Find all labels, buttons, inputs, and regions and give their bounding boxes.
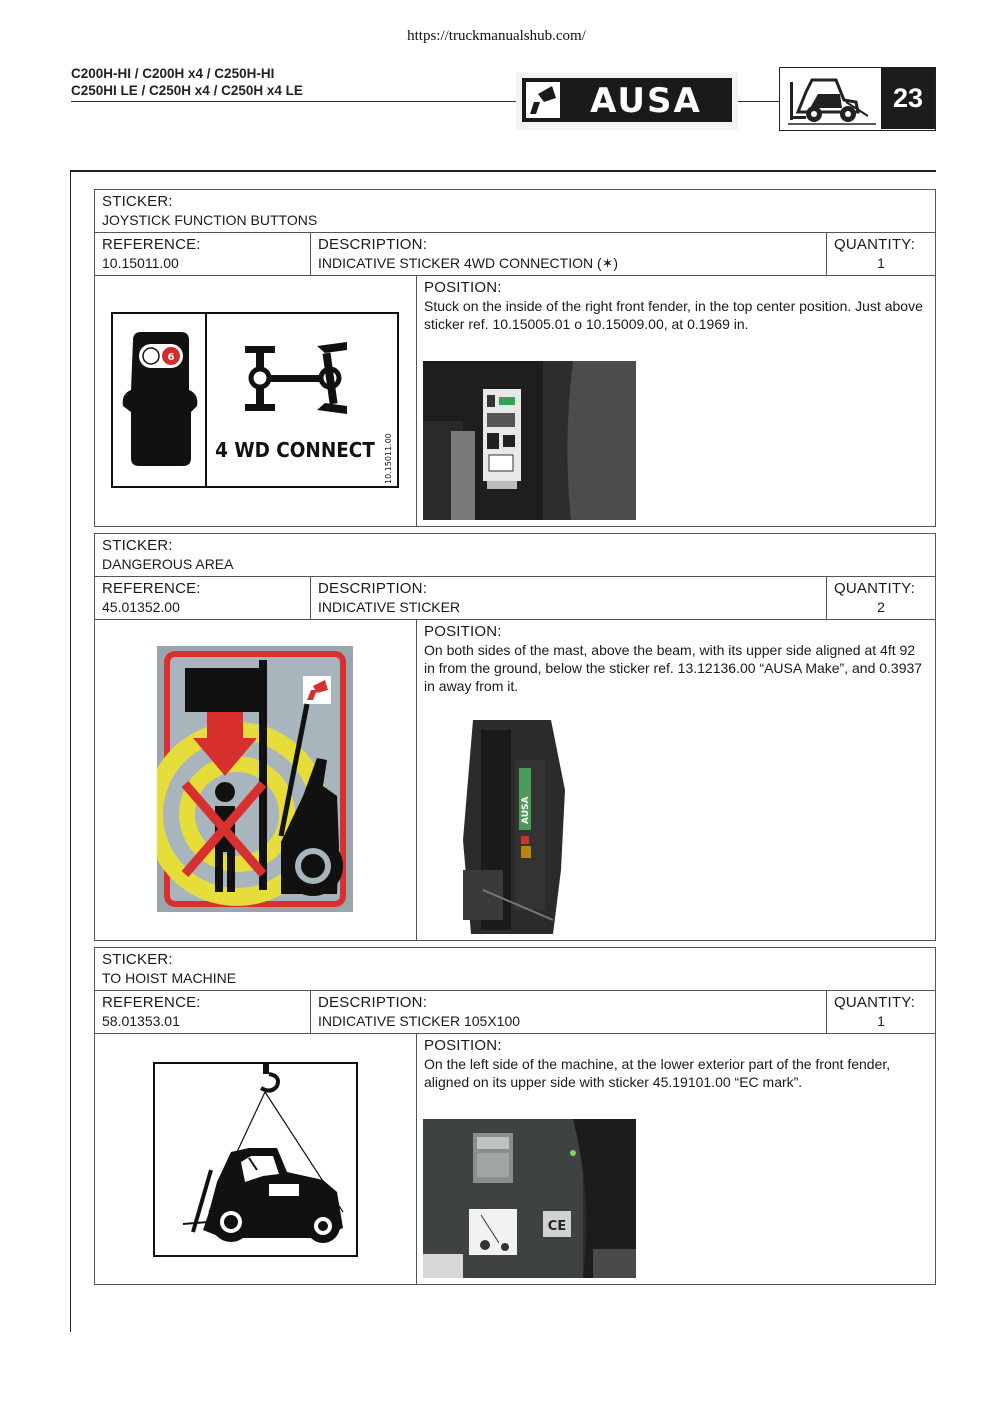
quantity-value: 1 bbox=[877, 1013, 885, 1029]
position-cell bbox=[417, 1034, 935, 1284]
reference-value: 45.01352.00 bbox=[102, 599, 180, 615]
sticker-body-row bbox=[95, 276, 935, 526]
sticker-body-row bbox=[95, 620, 935, 940]
reference-value: 58.01353.01 bbox=[102, 1013, 180, 1029]
position-cell bbox=[417, 620, 935, 940]
position-label: POSITION: bbox=[424, 1037, 502, 1054]
reference-label: REFERENCE: bbox=[102, 994, 201, 1011]
quantity-label: QUANTITY: bbox=[834, 580, 915, 597]
page-number: 23 bbox=[881, 68, 935, 129]
sticker-name-row bbox=[95, 948, 935, 991]
reference-value: 10.15011.00 bbox=[102, 255, 179, 271]
description-label: DESCRIPTION: bbox=[318, 580, 428, 597]
front-fender-photo bbox=[423, 1119, 636, 1278]
sticker-label: STICKER: bbox=[102, 193, 173, 210]
quantity-label: QUANTITY: bbox=[834, 236, 915, 253]
reference-label: REFERENCE: bbox=[102, 236, 201, 253]
sticker-name-row bbox=[95, 534, 935, 577]
quantity-value: 2 bbox=[877, 599, 885, 615]
reference-label: REFERENCE: bbox=[102, 580, 201, 597]
dangerous-area-sticker-image bbox=[157, 646, 353, 912]
button-number: 6 bbox=[167, 352, 175, 363]
quantity-label: QUANTITY: bbox=[834, 994, 915, 1011]
sticker-section-2 bbox=[94, 533, 936, 941]
mast-photo bbox=[443, 720, 579, 934]
source-url: https://truckmanualshub.com/ bbox=[407, 28, 586, 44]
4wd-connect-sticker-image bbox=[111, 312, 401, 490]
model-line-1: C200H-HI / C200H x4 / C250H-HI bbox=[71, 66, 275, 81]
page-badge bbox=[779, 67, 936, 131]
sticker-name: TO HOIST MACHINE bbox=[102, 970, 237, 986]
sticker-artwork-cell bbox=[95, 1034, 417, 1284]
sticker-info-row bbox=[95, 233, 935, 276]
description-label: DESCRIPTION: bbox=[318, 236, 428, 253]
position-cell bbox=[417, 276, 935, 526]
sticker-info-row bbox=[95, 577, 935, 620]
quantity-value: 1 bbox=[877, 255, 885, 271]
fender-photo bbox=[423, 361, 636, 520]
svg-text:CE: CE bbox=[547, 1219, 567, 1234]
position-text: Stuck on the inside of the right front fender, in the top center position. Just above sticker ref. 10.15005.01 o 10.15009.00, at 0.1969 in. bbox=[424, 298, 923, 332]
description-value: INDICATIVE STICKER 4WD CONNECTION (✶) bbox=[318, 255, 619, 271]
model-list bbox=[71, 65, 303, 99]
sticker-artwork-cell bbox=[95, 276, 417, 526]
position-text: On the left side of the machine, at the lower exterior part of the front fender, aligned on its upper side with sticker 45.19101.00 “EC mark”. bbox=[424, 1056, 891, 1090]
sticker-name-row bbox=[95, 190, 935, 233]
position-label: POSITION: bbox=[424, 623, 502, 640]
sticker-section-3 bbox=[94, 947, 936, 1285]
forklift-icon bbox=[784, 72, 880, 126]
svg-text:AUSA: AUSA bbox=[521, 796, 531, 824]
header-divider bbox=[71, 101, 521, 102]
content-frame-left bbox=[70, 170, 71, 1332]
position-label: POSITION: bbox=[424, 279, 502, 296]
brand-logo-text: AUSA bbox=[590, 81, 702, 121]
model-line-2: C250HI LE / C250H x4 / C250H x4 LE bbox=[71, 83, 303, 98]
sticker-label: STICKER: bbox=[102, 951, 173, 968]
description-value: INDICATIVE STICKER bbox=[318, 599, 461, 615]
description-label: DESCRIPTION: bbox=[318, 994, 428, 1011]
sticker-label: STICKER: bbox=[102, 537, 173, 554]
position-text: On both sides of the mast, above the beam, with its upper side aligned at 4ft 92 in from the ground, below the sticker ref. 13.12136.00 “AUSA Make”, and 0.3937 in away from it. bbox=[424, 642, 923, 694]
content-frame-top bbox=[70, 170, 936, 172]
sticker-info-row bbox=[95, 991, 935, 1034]
description-value: INDICATIVE STICKER 105X100 bbox=[318, 1013, 521, 1029]
4wd-connect-label: 4 WD CONNECT bbox=[215, 438, 375, 463]
sticker-name: JOYSTICK FUNCTION BUTTONS bbox=[102, 212, 318, 228]
hoist-sticker-image bbox=[153, 1062, 359, 1258]
sticker-name: DANGEROUS AREA bbox=[102, 556, 234, 572]
sticker-section-1 bbox=[94, 189, 936, 527]
sticker-body-row bbox=[95, 1034, 935, 1284]
sticker-artwork-cell bbox=[95, 620, 417, 940]
brand-logo bbox=[516, 72, 738, 130]
sticker-code: 10.15011.00 bbox=[384, 433, 393, 484]
